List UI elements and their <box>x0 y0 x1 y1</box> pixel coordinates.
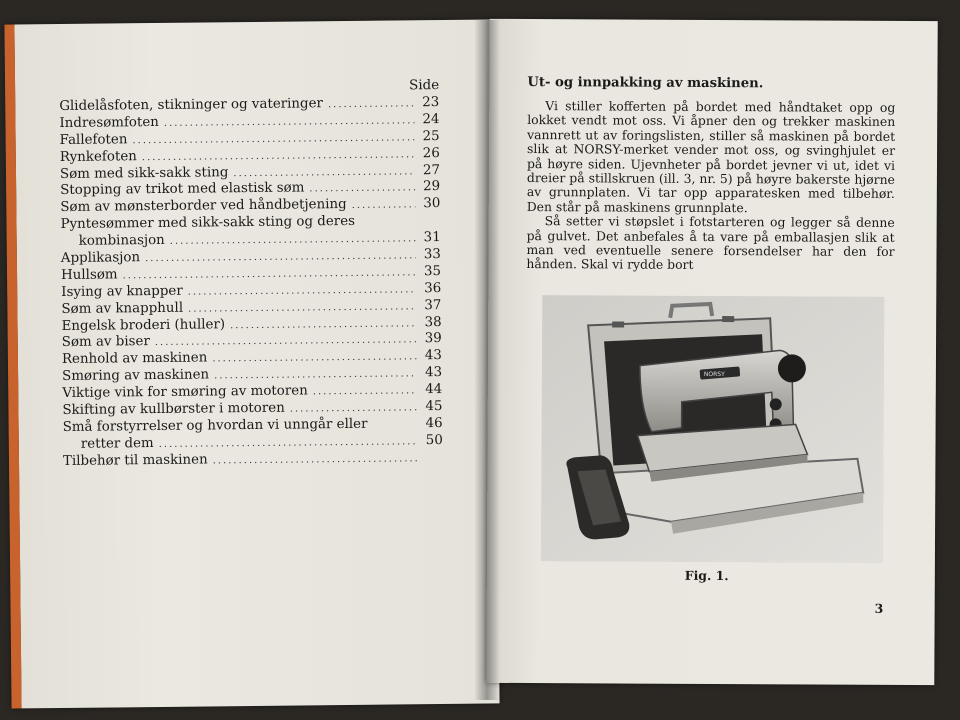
toc-leader-dots <box>170 233 416 247</box>
toc-entry-page: 26 <box>422 145 440 161</box>
toc-entry-page: 43 <box>424 365 443 381</box>
toc-leader-dots <box>188 301 416 314</box>
toc-entry-page: 39 <box>424 331 442 347</box>
toc-entry-title: Engelsk broderi (huller) <box>61 316 226 334</box>
toc-entry-title: Smøring av maskinen <box>62 367 210 385</box>
toc-leader-dots <box>214 369 417 382</box>
toc-entry-title: Pyntesømmer med sikk-sakk sting og deres <box>60 214 356 233</box>
toc-entry-page: 38 <box>424 314 442 330</box>
toc-entry-page: 33 <box>423 247 441 263</box>
toc-side-label: Side <box>409 78 440 94</box>
machine-brand-label: NORSY <box>703 370 725 379</box>
toc-entry-page: 31 <box>423 230 441 246</box>
right-page <box>486 19 937 685</box>
toc-entry-title: retter dem <box>80 435 154 452</box>
toc-entry-title: Fallefoten <box>59 132 128 148</box>
toc-entry-title: Rynkefoten <box>59 148 137 165</box>
toc-leader-dots <box>213 453 418 466</box>
toc-leader-dots <box>212 352 417 365</box>
toc-entry-title: Hullsøm <box>60 267 118 283</box>
paragraph-2: Så setter vi støpslet i fotstarteren og legger så denne på gulvet. Det anbefales å ta vare på emballasjen slik at man ved eventuelle senere forsendelser har den for hånden. Skal vi rydde bort <box>526 213 895 273</box>
toc-entry-title: Renhold av maskinen <box>61 350 208 368</box>
toc-leader-dots <box>155 335 417 349</box>
toc-entry-title: Tilbehør til maskinen <box>62 452 208 469</box>
toc-entry-title: Søm av knapphull <box>61 300 184 317</box>
toc-entry-page: 24 <box>422 111 440 128</box>
page-number: 3 <box>874 600 884 616</box>
toc-entry <box>63 450 443 471</box>
toc-entry-page: 36 <box>424 280 442 296</box>
toc-entry-page: 44 <box>425 382 443 398</box>
toc-leader-dots <box>123 267 417 281</box>
paragraph-1: Vi stiller kofferten på bordet med håndtaket opp og lokket vendt mot oss. Vi åpner den og trekker maskinen vannrett ut av foringslisten, stiller så maskinen på bordet slik at NORSY-merket vender mot oss, og svinghjulet er på høyre siden. Ujevnheter på bordet jevner vi ut, idet vi dreier på stillskruen (ill. 3, nr. 5) på høyre bakerste hjørne av grunnplaten. Vi tar opp apparatesken med tilbehør. Den står på maskinens grunnplate. <box>526 98 896 216</box>
left-page <box>4 19 499 708</box>
toc-entry-page: 35 <box>423 263 442 280</box>
toc-entry-title: Små forstyrrelser og hvordan vi unngår eller <box>62 416 368 435</box>
toc-entry-title: kombinasjon <box>78 233 165 249</box>
figure-caption: Fig. 1. <box>684 567 729 584</box>
toc-entry-title: Søm av biser <box>61 334 150 351</box>
toc-leader-dots <box>233 166 415 179</box>
toc-entry-title: Søm av mønsterborder ved håndbetjening <box>60 197 347 216</box>
toc-entry-title: Applikasjon <box>60 250 141 267</box>
toc-leader-dots <box>328 98 414 110</box>
body-text <box>526 99 895 274</box>
toc-leader-dots <box>230 318 417 331</box>
toc-leader-dots <box>352 200 416 212</box>
toc-leader-dots <box>142 149 415 163</box>
sewing-machine-illustration <box>541 295 884 563</box>
sewing-machine-photo <box>541 295 884 563</box>
toc-entry-page: 46 <box>425 415 443 432</box>
toc-entry-page: 27 <box>422 162 441 178</box>
toc-leader-dots <box>188 284 417 297</box>
toc-entry-page: 43 <box>424 348 443 364</box>
toc-entry-page: 23 <box>422 95 440 111</box>
toc-leader-dots <box>313 385 418 397</box>
section-heading: Ut- og innpakking av maskinen. <box>527 75 764 92</box>
toc-entry-page: 50 <box>425 432 443 448</box>
toc-entry-title: Stopping av trikot med elastisk søm <box>60 180 305 199</box>
toc-entry-title: Viktige vink for smøring av motoren <box>62 383 308 402</box>
toc-leader-dots <box>290 402 418 414</box>
toc-leader-dots <box>309 183 415 195</box>
toc-entry-page: 29 <box>423 179 441 195</box>
toc-entry-page: 37 <box>424 297 442 313</box>
toc-entry-title: Isying av knapper <box>61 283 183 300</box>
toc-entry-title: Indresømfoten <box>59 114 159 131</box>
toc-entry-page: 45 <box>425 399 443 415</box>
toc-leader-dots <box>164 115 415 129</box>
table-of-contents <box>59 78 443 471</box>
toc-entry-page: 30 <box>423 196 441 212</box>
toc-leader-dots <box>159 436 418 450</box>
book-spine <box>474 20 500 700</box>
toc-entry-title: Søm med sikk-sakk sting <box>59 164 229 182</box>
toc-entry-page: 25 <box>422 128 440 144</box>
toc-leader-dots <box>145 250 416 264</box>
toc-leader-dots <box>132 132 414 146</box>
toc-entry-title: Glidelåsfoten, stikninger og vateringer <box>59 96 324 115</box>
toc-entry-title: Skifting av kullbørster i motoren <box>62 400 285 419</box>
